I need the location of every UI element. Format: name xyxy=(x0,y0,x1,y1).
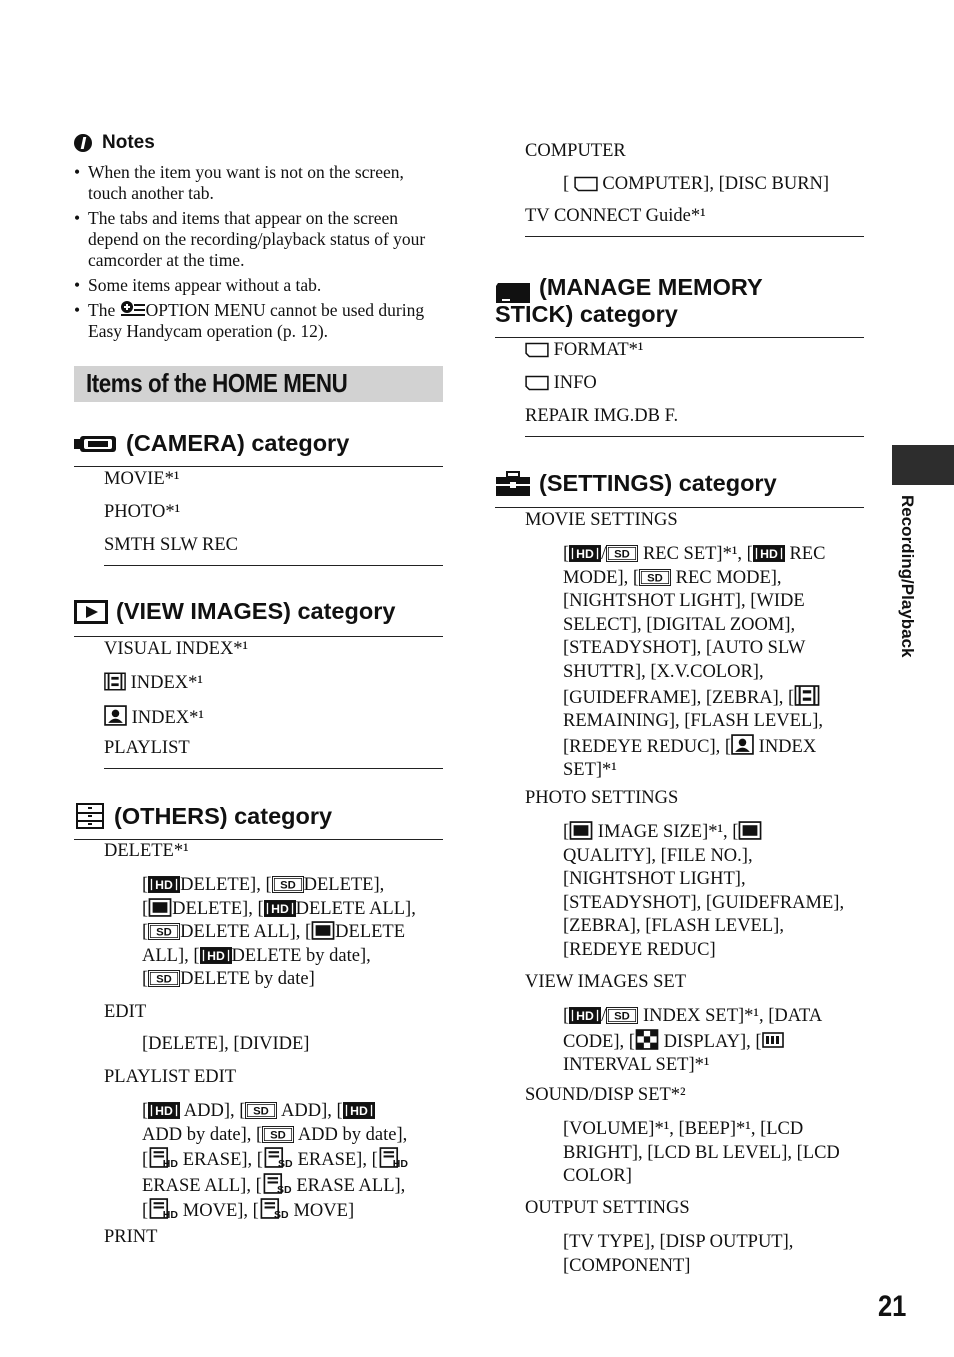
text: [ xyxy=(563,822,570,842)
text: [ xyxy=(142,969,149,990)
menu-item-edit: EDIT xyxy=(104,1002,147,1022)
text: DELETE ALL], xyxy=(295,898,416,919)
movie-settings-submenu xyxy=(563,543,864,783)
settings-category-title: (SETTINGS) category xyxy=(539,470,777,496)
note-option-prefix: The xyxy=(88,300,116,320)
sd-icon xyxy=(262,1126,294,1143)
others-category-heading xyxy=(74,802,332,830)
hd-icon xyxy=(148,876,180,893)
playlist-sd-icon xyxy=(262,1173,292,1194)
text-line: INTERVAL SET]*¹ xyxy=(563,1055,710,1076)
text: ERASE ALL], [ xyxy=(142,1175,262,1196)
toolbox-settings-icon xyxy=(495,471,531,497)
sd-icon xyxy=(272,876,304,893)
memory-card-icon xyxy=(525,375,549,391)
info-label: INFO xyxy=(553,373,597,393)
sound-disp-submenu xyxy=(563,1118,864,1189)
manage-memory-category-heading xyxy=(495,270,763,304)
text: DELETE], [ xyxy=(180,875,272,895)
text: DELETE], [ xyxy=(172,898,264,919)
home-menu-banner xyxy=(74,366,443,402)
text-line: REMAINING], [FLASH LEVEL], xyxy=(563,711,823,732)
text: INDEX xyxy=(754,736,817,757)
sd-icon xyxy=(148,923,180,940)
manage-memory-title-line1: (MANAGE MEMORY xyxy=(539,273,763,300)
text: IMAGE SIZE]*¹, [ xyxy=(593,822,739,842)
face-icon xyxy=(104,705,127,726)
text-line: [NIGHTSHOT LIGHT], xyxy=(563,869,746,890)
computer-icon xyxy=(574,176,598,192)
text-line: BRIGHT], [LCD BL LEVEL], [LCD xyxy=(563,1142,840,1163)
sd-icon xyxy=(606,1007,638,1024)
text: DELETE by date], xyxy=(231,945,371,966)
face-icon xyxy=(731,734,754,755)
text-line: COLOR] xyxy=(563,1166,632,1187)
text-line xyxy=(142,968,443,992)
camera-icon xyxy=(74,434,118,454)
text: MOVE] xyxy=(288,1201,355,1222)
menu-item-playlist-edit: PLAYLIST EDIT xyxy=(104,1067,237,1087)
film-interval-icon xyxy=(762,1030,784,1050)
text: [ xyxy=(142,1101,149,1121)
menu-item-visual-index: VISUAL INDEX*¹ xyxy=(104,639,249,659)
film-remaining-icon xyxy=(794,685,820,706)
divider xyxy=(104,768,443,769)
text-line xyxy=(142,898,443,922)
text: DELETE], xyxy=(303,875,385,895)
text-line: [STEADYSHOT], [GUIDEFRAME], xyxy=(563,892,845,913)
text: MOVE], [ xyxy=(178,1201,259,1222)
sd-icon xyxy=(148,970,180,987)
text: ADD], [ xyxy=(180,1101,246,1121)
notes-heading xyxy=(74,132,155,154)
hd-icon xyxy=(569,545,601,562)
text: REC MODE], xyxy=(671,567,782,588)
camera-category-heading xyxy=(74,430,349,457)
edit-submenu: [DELETE], [DIVIDE] xyxy=(142,1034,310,1054)
text: / xyxy=(601,544,607,564)
text: [ xyxy=(142,898,149,919)
text: [REDEYE REDUC], [ xyxy=(563,736,732,757)
menu-item-tv-connect-guide: TV CONNECT Guide*¹ xyxy=(525,206,706,226)
photo-icon xyxy=(738,821,762,840)
menu-item-delete: DELETE*¹ xyxy=(104,841,189,861)
menu-item-face-index xyxy=(104,705,204,729)
note-item: • The tabs and items that appear on the screen depend on the recording/playback status of your camcorder at the time. xyxy=(74,208,443,271)
text: [ xyxy=(142,922,149,943)
view-images-set-submenu xyxy=(563,1005,864,1078)
text-line xyxy=(563,821,864,845)
text-line: [COMPONENT] xyxy=(563,1255,691,1276)
text: ERASE ALL], xyxy=(291,1175,406,1196)
text: COMPUTER], [DISC BURN] xyxy=(602,174,830,194)
text: REC xyxy=(784,544,826,564)
menu-item-movie: MOVIE*¹ xyxy=(104,469,180,489)
text-line xyxy=(563,734,864,760)
text-line xyxy=(563,1029,864,1055)
hd-icon xyxy=(569,1007,601,1024)
text: INDEX SET]*¹, [DATA xyxy=(638,1006,823,1026)
computer-submenu xyxy=(563,174,829,195)
divider xyxy=(495,507,864,508)
delete-submenu xyxy=(142,874,443,992)
film-roll-icon xyxy=(104,672,126,691)
text-line xyxy=(142,874,443,898)
sd-icon xyxy=(245,1102,277,1119)
camera-category-title: (CAMERA) category xyxy=(126,430,350,456)
toolbox-icon xyxy=(74,802,106,830)
text: ALL], [ xyxy=(142,945,200,966)
photo-icon xyxy=(569,821,593,840)
text-line: SELECT], [DIGITAL ZOOM], xyxy=(563,614,796,635)
note-item xyxy=(74,300,443,342)
playlist-sd-icon xyxy=(259,1198,289,1219)
playlist-hd-icon xyxy=(148,1198,178,1219)
memory-card-icon xyxy=(525,342,549,358)
text-line xyxy=(142,1100,443,1124)
menu-item-playlist: PLAYLIST xyxy=(104,738,190,758)
text-line xyxy=(563,567,864,591)
text-line: [TV TYPE], [DISP OUTPUT], xyxy=(563,1232,794,1252)
text-line: [ZEBRA], [FLASH LEVEL], xyxy=(563,916,784,937)
menu-item-photo: PHOTO*¹ xyxy=(104,502,181,522)
notes-list xyxy=(74,162,443,346)
menu-item-format xyxy=(525,340,643,361)
photo-icon xyxy=(148,898,172,917)
menu-item-film-index xyxy=(104,672,203,694)
playlist-sd-icon xyxy=(263,1147,293,1168)
divider xyxy=(74,636,443,637)
text-line xyxy=(142,1173,443,1199)
text: CODE], [ xyxy=(563,1031,635,1052)
text-line: [NIGHTSHOT LIGHT], [WIDE xyxy=(563,591,805,612)
play-icon xyxy=(74,600,108,624)
text: [ xyxy=(142,1150,149,1171)
view-images-category-heading xyxy=(74,598,395,625)
text: / xyxy=(601,1006,607,1026)
film-index-label: INDEX*¹ xyxy=(130,673,203,693)
photo-icon xyxy=(311,921,335,940)
menu-item-movie-settings: MOVIE SETTINGS xyxy=(525,510,678,530)
divider xyxy=(525,236,864,237)
text: [ xyxy=(563,544,570,564)
view-images-category-title: (VIEW IMAGES) category xyxy=(116,598,396,624)
text-line xyxy=(142,921,443,945)
text: DISPLAY], [ xyxy=(658,1031,762,1052)
hd-icon xyxy=(200,947,232,964)
photo-settings-submenu xyxy=(563,821,864,963)
text-line: [VOLUME]*¹, [BEEP]*¹, [LCD xyxy=(563,1119,804,1139)
text: ADD by date], xyxy=(294,1124,408,1145)
text: [ xyxy=(563,174,570,194)
menu-item-info xyxy=(525,373,597,394)
format-label: FORMAT*¹ xyxy=(553,340,644,360)
text-line xyxy=(563,685,864,711)
note-item: • Some items appear without a tab. xyxy=(74,275,443,296)
menu-item-sound-disp-set: SOUND/DISP SET*² xyxy=(525,1085,686,1105)
text-line: SHUTTR], [X.V.COLOR], xyxy=(563,661,764,682)
text: ADD by date], [ xyxy=(142,1124,263,1145)
text-line: [REDEYE REDUC] xyxy=(563,939,716,960)
text: DELETE by date] xyxy=(180,969,315,990)
others-category-title: (OTHERS) category xyxy=(114,802,333,829)
text-line xyxy=(142,945,443,969)
text: [ xyxy=(142,1201,149,1222)
page-number: 21 xyxy=(878,1290,907,1323)
home-menu-title: Items of the HOME MENU xyxy=(86,368,348,398)
menu-item-output-settings: OUTPUT SETTINGS xyxy=(525,1198,690,1218)
note-option-suffix: OPTION MENU cannot be used during Easy Handycam operation (p. 12). xyxy=(88,300,425,341)
hd-icon xyxy=(264,900,296,917)
text: [GUIDEFRAME], [ZEBRA], [ xyxy=(563,687,795,708)
manage-memory-title-line2: STICK) category xyxy=(495,301,678,327)
output-settings-submenu xyxy=(563,1231,864,1278)
section-tab-marker xyxy=(892,445,954,485)
menu-item-repair-img-db: REPAIR IMG.DB F. xyxy=(525,406,679,426)
text-line: [STEADYSHOT], [AUTO SLW xyxy=(563,638,806,659)
sd-icon xyxy=(639,569,671,586)
text: DELETE ALL], [ xyxy=(180,922,312,943)
manage-memory-heading-line2 xyxy=(495,301,678,328)
divider xyxy=(74,839,443,840)
face-index-label: INDEX*¹ xyxy=(131,708,204,728)
hd-icon xyxy=(148,1102,180,1119)
divider xyxy=(495,337,864,338)
text: [ xyxy=(142,875,149,895)
hd-icon xyxy=(753,545,785,562)
text: DELETE xyxy=(335,922,406,943)
text: REC SET]*¹, [ xyxy=(638,544,753,564)
settings-category-heading xyxy=(495,470,777,497)
text: ADD], [ xyxy=(277,1101,343,1121)
menu-item-computer: COMPUTER xyxy=(525,141,626,161)
text: MODE], [ xyxy=(563,567,640,588)
text-line: SET]*¹ xyxy=(563,760,617,781)
text: [ xyxy=(563,1006,570,1026)
menu-item-smth-slw-rec: SMTH SLW REC xyxy=(104,535,238,555)
text-line xyxy=(563,1005,864,1029)
text-line xyxy=(142,1124,443,1148)
note-item: • When the item you want is not on the screen, touch another tab. xyxy=(74,162,443,204)
playlist-hd-icon xyxy=(378,1147,408,1168)
option-menu-icon xyxy=(120,300,146,318)
text: ERASE], [ xyxy=(178,1150,263,1171)
menu-item-view-images-set: VIEW IMAGES SET xyxy=(525,972,687,992)
playlist-edit-submenu xyxy=(142,1100,443,1224)
notes-icon xyxy=(74,134,92,152)
section-tab-label xyxy=(895,495,919,670)
text-line xyxy=(142,1147,443,1173)
text-line xyxy=(563,543,864,567)
menu-item-photo-settings: PHOTO SETTINGS xyxy=(525,788,679,808)
playlist-hd-icon xyxy=(148,1147,178,1168)
sd-icon xyxy=(606,545,638,562)
hd-icon xyxy=(343,1102,375,1119)
text-line: QUALITY], [FILE NO.], xyxy=(563,845,753,866)
text-line xyxy=(142,1198,443,1224)
checker-display-icon xyxy=(635,1029,659,1050)
divider xyxy=(74,466,443,467)
menu-item-print: PRINT xyxy=(104,1227,158,1247)
section-tab-text: Recording/Playback xyxy=(898,495,917,658)
notes-title: Notes xyxy=(102,132,155,153)
text: ERASE], [ xyxy=(292,1150,378,1171)
divider xyxy=(104,565,443,566)
divider xyxy=(525,436,864,437)
